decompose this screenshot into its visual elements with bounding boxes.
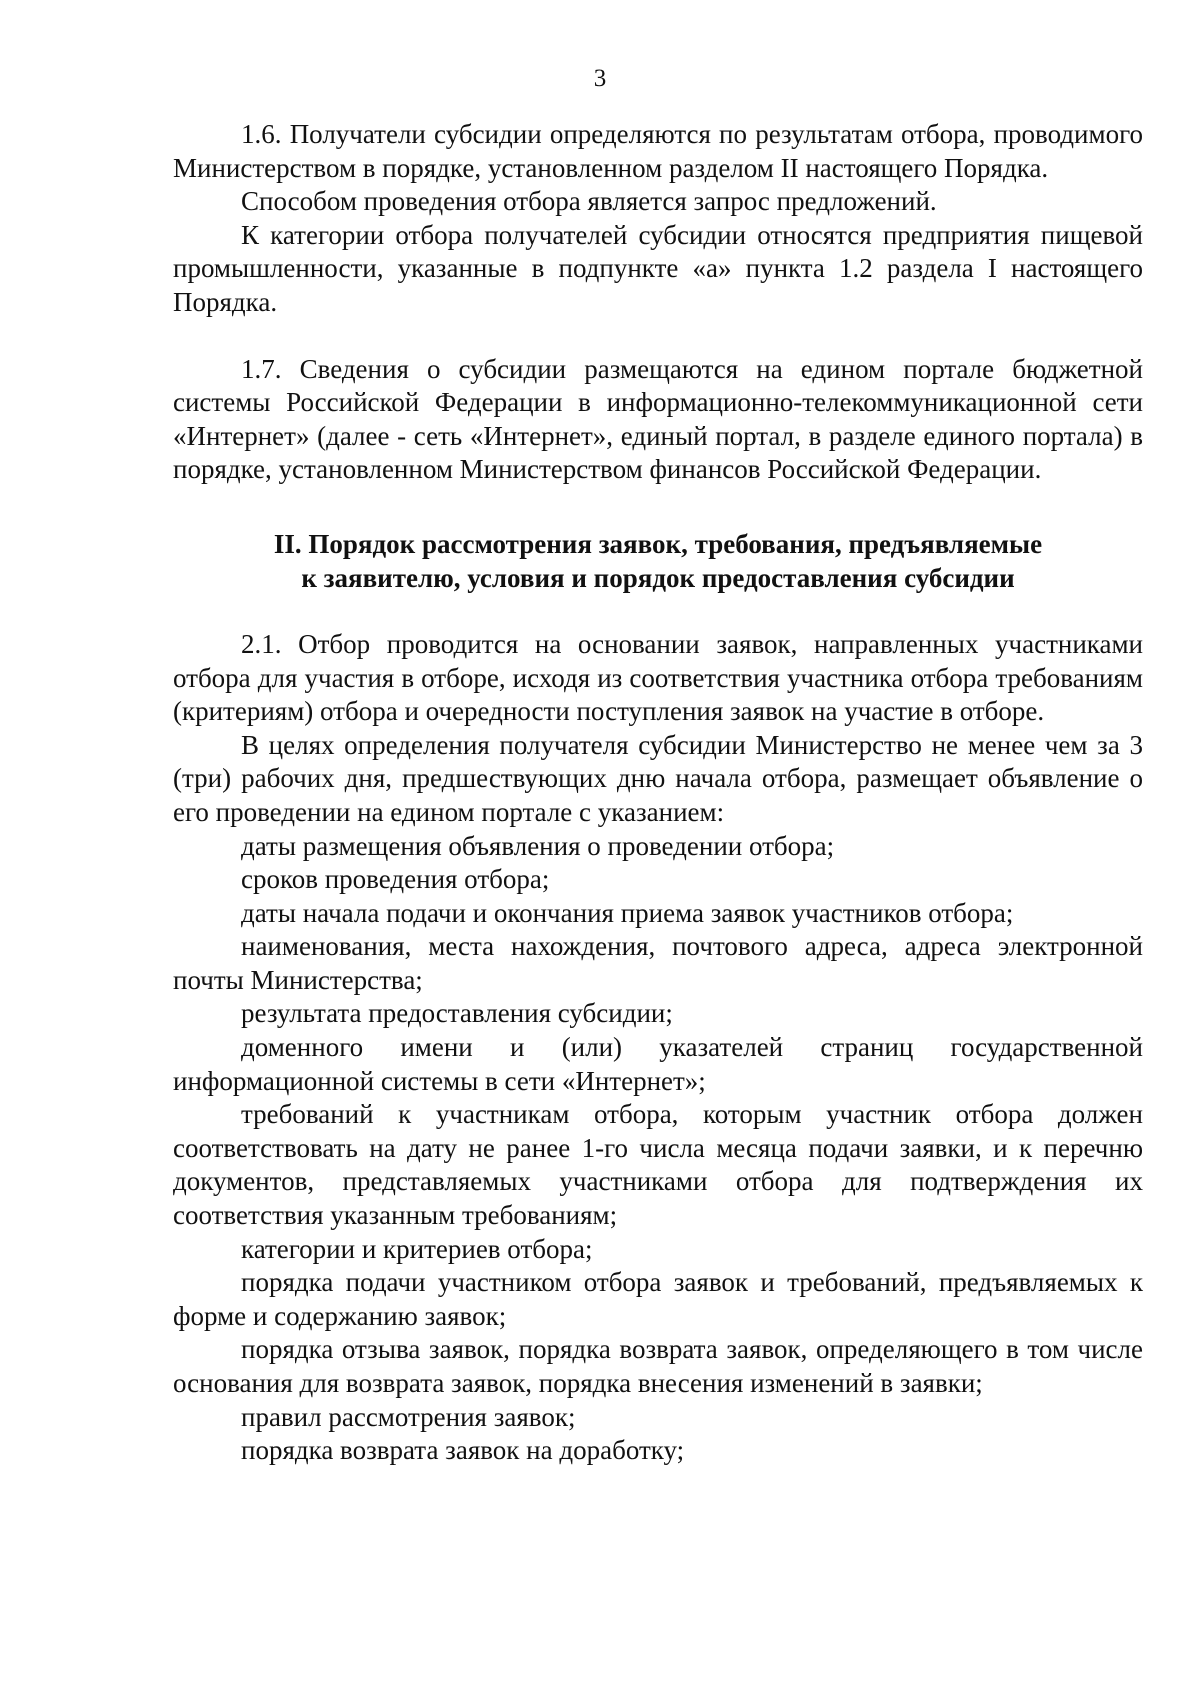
list-item: порядка возврата заявок на доработку;: [241, 1435, 685, 1466]
list-item: сроков проведения отбора;: [241, 864, 550, 895]
list-item: даты размещения объявления о проведении отбора;: [241, 830, 835, 861]
paragraph-2-1: 2.1. Отбор проводится на основании заявок, направленных участниками отбора для участия в отборе, исходя из соответствия участника отбора требованиям (критериям) отбора и очередности поступления заявок на участие в отборе.: [173, 628, 1143, 727]
list-item: наименования, места нахождения, почтового адреса, адреса электронной почты Министерства;: [173, 931, 1143, 995]
list-item: порядка подачи участником отбора заявок и требований, предъявляемых к форме и содержанию заявок;: [173, 1267, 1143, 1331]
section-2-heading-line-2: к заявителю, условия и порядок предоставления субсидии: [301, 562, 1015, 593]
paragraph-1-7: 1.7. Сведения о субсидии размещаются на едином портале бюджетной системы Российской Федерации в информационно-телекоммуникационной сети «Интернет» (далее - сеть «Интернет», единый портал, в разделе единого портала) в порядке, установленном Министерством финансов Российской Федерации.: [173, 353, 1143, 485]
list-item: доменного имени и (или) указателей страниц государственной информационной системы в сети «Интернет»;: [173, 1032, 1143, 1096]
paragraph-selection-method: Способом проведения отбора является запрос предложений.: [241, 186, 937, 217]
paragraph-selection-category: К категории отбора получателей субсидии относятся предприятия пищевой промышленности, указанные в подпункте «а» пункта 1.2 раздела I настоящего Порядка.: [173, 219, 1143, 317]
list-item: результата предоставления субсидии;: [241, 998, 673, 1029]
section-2-heading-line-1: II. Порядок рассмотрения заявок, требования, предъявляемые: [273, 528, 1043, 559]
paragraph-announcement: В целях определения получателя субсидии Министерство не менее чем за 3 (три) рабочих дня, предшествующих дню начала отбора, размещает объявление о его проведении на едином портале с указанием:: [173, 729, 1143, 827]
list-item: категории и критериев отбора;: [241, 1233, 593, 1264]
page-number: 3: [593, 65, 607, 92]
document-body: [173, 118, 1143, 1468]
list-item: порядка отзыва заявок, порядка возврата заявок, определяющего в том числе основания для возврата заявок, порядка внесения изменений в заявки;: [173, 1334, 1143, 1398]
list-item: правил рассмотрения заявок;: [241, 1401, 576, 1432]
section-2-heading: [173, 527, 1143, 595]
list-item: даты начала подачи и окончания приема заявок участников отбора;: [241, 897, 1014, 928]
paragraph-1-6: 1.6. Получатели субсидии определяются по результатам отбора, проводимого Министерством в порядке, установленном разделом II настоящего Порядка.: [173, 119, 1143, 183]
list-item: требований к участникам отбора, которым участник отбора должен соответствовать на дату не ранее 1-го числа месяца подачи заявки, и к перечню документов, представляемых участниками отбора для подтверждения их соответствия указанным требованиям;: [173, 1099, 1143, 1231]
